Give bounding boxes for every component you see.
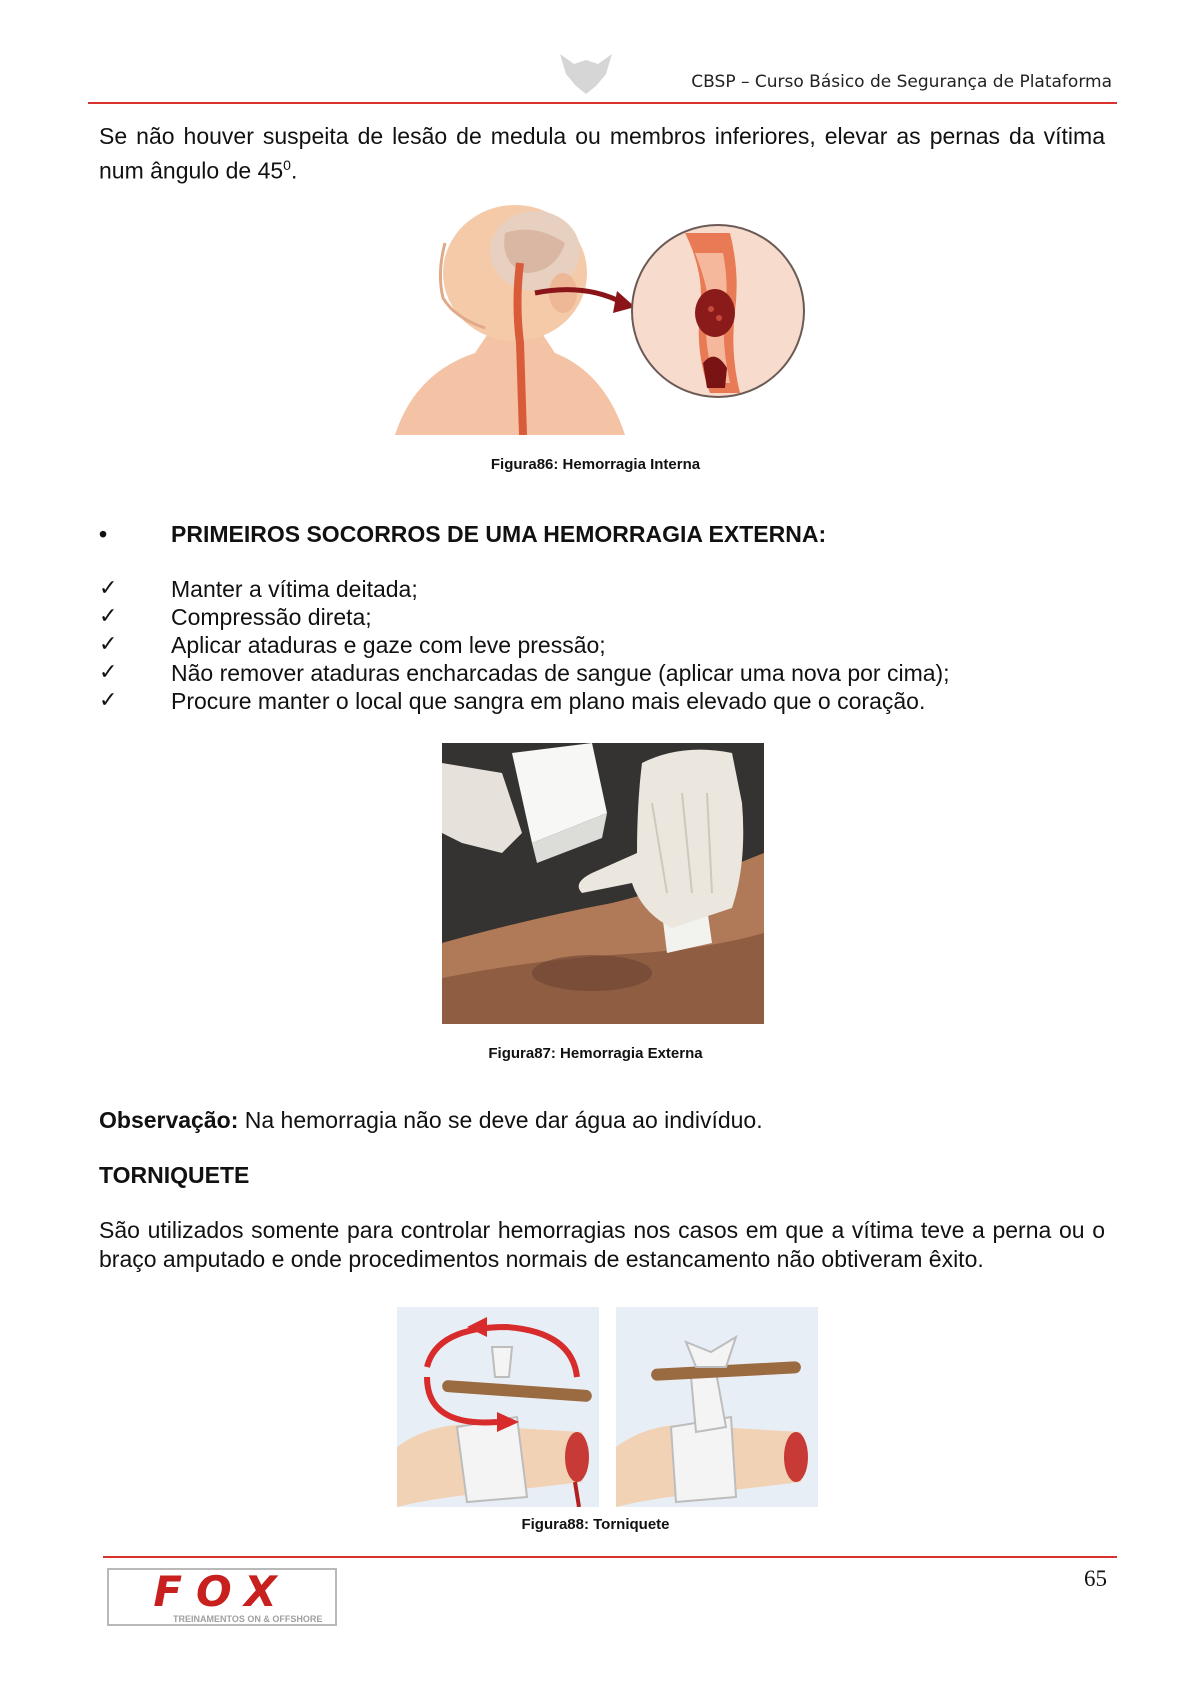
list-item-text: Compressão direta; — [171, 604, 372, 630]
list-item-text: Aplicar ataduras e gaze com leve pressão; — [171, 632, 606, 658]
logo-text: FOX — [153, 1567, 291, 1616]
observation-text: Na hemorragia não se deve dar água ao indivíduo. — [238, 1107, 763, 1133]
footer-divider — [103, 1556, 1117, 1558]
bullet-icon: • — [99, 521, 108, 547]
fox-head-icon — [556, 50, 616, 98]
check-icon: ✓ — [99, 688, 118, 713]
logo-subtitle: TREINAMENTOS ON & OFFSHORE — [173, 1614, 323, 1624]
tourniquet-heading: TORNIQUETE — [99, 1162, 250, 1188]
intro-text: Se não houver suspeita de lesão de medula ou membros inferiores, elevar as pernas da vítima num ângulo de 45 — [99, 123, 1105, 184]
intro-superscript: 0 — [283, 157, 291, 173]
figure-88-caption: Figura88: Torniquete — [521, 1516, 670, 1533]
list-item-text: Manter a vítima deitada; — [171, 576, 418, 602]
section-heading-text: PRIMEIROS SOCORROS DE UMA HEMORRAGIA EXTERNA: — [171, 521, 827, 547]
external-hemorrhage-photo — [442, 743, 764, 1024]
check-icon: ✓ — [99, 660, 118, 685]
check-icon: ✓ — [99, 576, 118, 601]
intro-suffix: . — [290, 157, 298, 184]
tourniquet-paragraph: São utilizados somente para controlar hemorragias nos casos em que a vítima teve a perna ou o braço amputado e onde procedimentos normais de estancamento não obtiveram êxito. — [99, 1217, 1105, 1272]
figure-87-caption: Figura87: Hemorragia Externa — [488, 1045, 703, 1062]
tourniquet-illustration-1 — [397, 1307, 599, 1507]
page-number: 65 — [1084, 1566, 1107, 1591]
list-item-text: Procure manter o local que sangra em plano mais elevado que o coração. — [171, 688, 926, 714]
tourniquet-illustration-2 — [616, 1307, 818, 1507]
fox-logo — [107, 1568, 341, 1630]
figure-86-caption: Figura86: Hemorragia Interna — [490, 456, 701, 473]
header-divider — [88, 102, 1117, 104]
check-icon: ✓ — [99, 604, 118, 629]
check-icon: ✓ — [99, 632, 118, 657]
header-title: CBSP – Curso Básico de Segurança de Plataforma — [691, 72, 1112, 92]
observation-paragraph — [99, 1107, 763, 1134]
internal-hemorrhage-illustration — [385, 203, 815, 435]
list-item-text: Não remover ataduras encharcadas de sangue (aplicar uma nova por cima); — [171, 660, 950, 686]
observation-label: Observação: — [99, 1107, 239, 1133]
intro-paragraph — [99, 122, 1105, 186]
